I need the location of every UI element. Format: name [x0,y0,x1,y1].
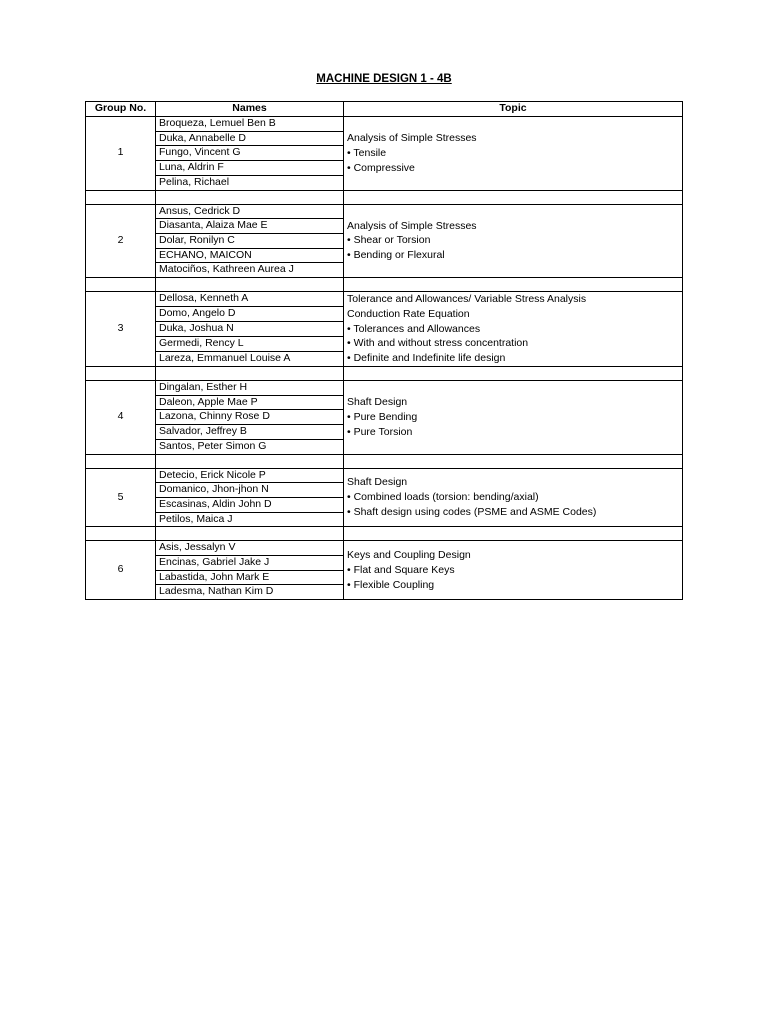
topic-line: Analysis of Simple Stresses [347,219,477,232]
spacer-row [86,527,683,541]
table-row [86,381,683,396]
spacer-cell [156,367,344,381]
spacer-cell [86,454,156,468]
topic-line: • Definite and Indefinite life design [347,352,506,365]
spacer-cell [344,367,683,381]
spacer-row [86,190,683,204]
member-name-cell: Germedi, Rency L [156,336,344,351]
member-name-cell: Domanico, Jhon-jhon N [156,483,344,498]
table-row [86,117,683,132]
member-name-cell: ECHANO, MAICON [156,248,344,263]
topic-line: • Flat and Square Keys [347,563,455,576]
spacer-cell [86,367,156,381]
table-row [86,468,683,483]
member-name-cell: Fungo, Vincent G [156,146,344,161]
member-name-cell: Daleon, Apple Mae P [156,395,344,410]
member-name-cell: Diasanta, Alaiza Mae E [156,219,344,234]
group-number-cell: 1 [86,117,156,191]
group-number-cell: 5 [86,468,156,527]
member-name-cell: Duka, Joshua N [156,322,344,337]
header-names: Names [156,102,344,117]
group-number-cell: 3 [86,292,156,367]
table-body [86,117,683,600]
table-row [86,204,683,219]
spacer-row [86,454,683,468]
spacer-cell [156,454,344,468]
topic-line: Shaft Design [347,396,408,409]
member-name-cell: Luna, Aldrin F [156,161,344,176]
member-name-cell: Broqueza, Lemuel Ben B [156,117,344,132]
topic-cell [344,381,683,455]
spacer-cell [344,527,683,541]
member-name-cell: Pelina, Richael [156,175,344,190]
member-name-cell: Lazona, Chinny Rose D [156,410,344,425]
spacer-cell [344,278,683,292]
topic-line: • Tolerances and Allowances [347,322,481,335]
topic-line: • Compressive [347,161,415,174]
topic-line: Shaft Design [347,476,408,489]
member-name-cell: Dingalan, Esther H [156,381,344,396]
member-name-cell: Dellosa, Kenneth A [156,292,344,307]
topic-line: • Pure Bending [347,410,418,423]
spacer-cell [156,527,344,541]
topic-cell [344,117,683,191]
spacer-cell [344,190,683,204]
group-number-cell: 6 [86,541,156,600]
topic-line: Analysis of Simple Stresses [347,132,477,145]
topic-line: • Flexible Coupling [347,578,435,591]
member-name-cell: Asis, Jessalyn V [156,541,344,556]
member-name-cell: Duka, Annabelle D [156,131,344,146]
topic-cell [344,468,683,527]
member-name-cell: Ladesma, Nathan Kim D [156,585,344,600]
spacer-row [86,278,683,292]
table-header-row [86,102,683,117]
member-name-cell: Ansus, Cedrick D [156,204,344,219]
group-number-cell: 4 [86,381,156,455]
topic-line: • Bending or Flexural [347,249,445,262]
spacer-cell [86,527,156,541]
spacer-cell [344,454,683,468]
member-name-cell: Santos, Peter Simon G [156,439,344,454]
header-group-no: Group No. [86,102,156,117]
topic-line: • Shaft design using codes (PSME and ASME Codes) [347,505,597,518]
topic-line: • Pure Torsion [347,425,413,438]
topic-line: • Combined loads (torsion: bending/axial) [347,491,539,504]
topic-cell [344,204,683,278]
spacer-row [86,367,683,381]
group-number-cell: 2 [86,204,156,278]
spacer-cell [156,190,344,204]
member-name-cell: Matociños, Kathreen Aurea J [156,263,344,278]
spacer-cell [86,278,156,292]
topic-line: • Tensile [347,146,387,159]
member-name-cell: Dolar, Ronilyn C [156,233,344,248]
member-name-cell: Domo, Angelo D [156,307,344,322]
spacer-cell [156,278,344,292]
spacer-cell [86,190,156,204]
topic-line: • With and without stress concentration [347,337,529,350]
member-name-cell: Labastida, John Mark E [156,570,344,585]
member-name-cell: Encinas, Gabriel Jake J [156,556,344,571]
member-name-cell: Petilos, Maica J [156,512,344,527]
member-name-cell: Lareza, Emmanuel Louise A [156,351,344,366]
group-topic-table [85,101,683,600]
topic-line: Keys and Coupling Design [347,549,471,562]
table-row [86,292,683,307]
table-row [86,541,683,556]
topic-cell [344,541,683,600]
member-name-cell: Detecio, Erick Nicole P [156,468,344,483]
topic-line: Conduction Rate Equation [347,307,470,320]
member-name-cell: Escasinas, Aldin John D [156,497,344,512]
member-name-cell: Salvador, Jeffrey B [156,425,344,440]
topic-line: • Shear or Torsion [347,234,431,247]
topic-line: Tolerance and Allowances/ Variable Stress Analysis [347,293,587,306]
topic-cell [344,292,683,367]
header-topic: Topic [344,102,683,117]
page-title: MACHINE DESIGN 1 - 4B [316,73,452,85]
